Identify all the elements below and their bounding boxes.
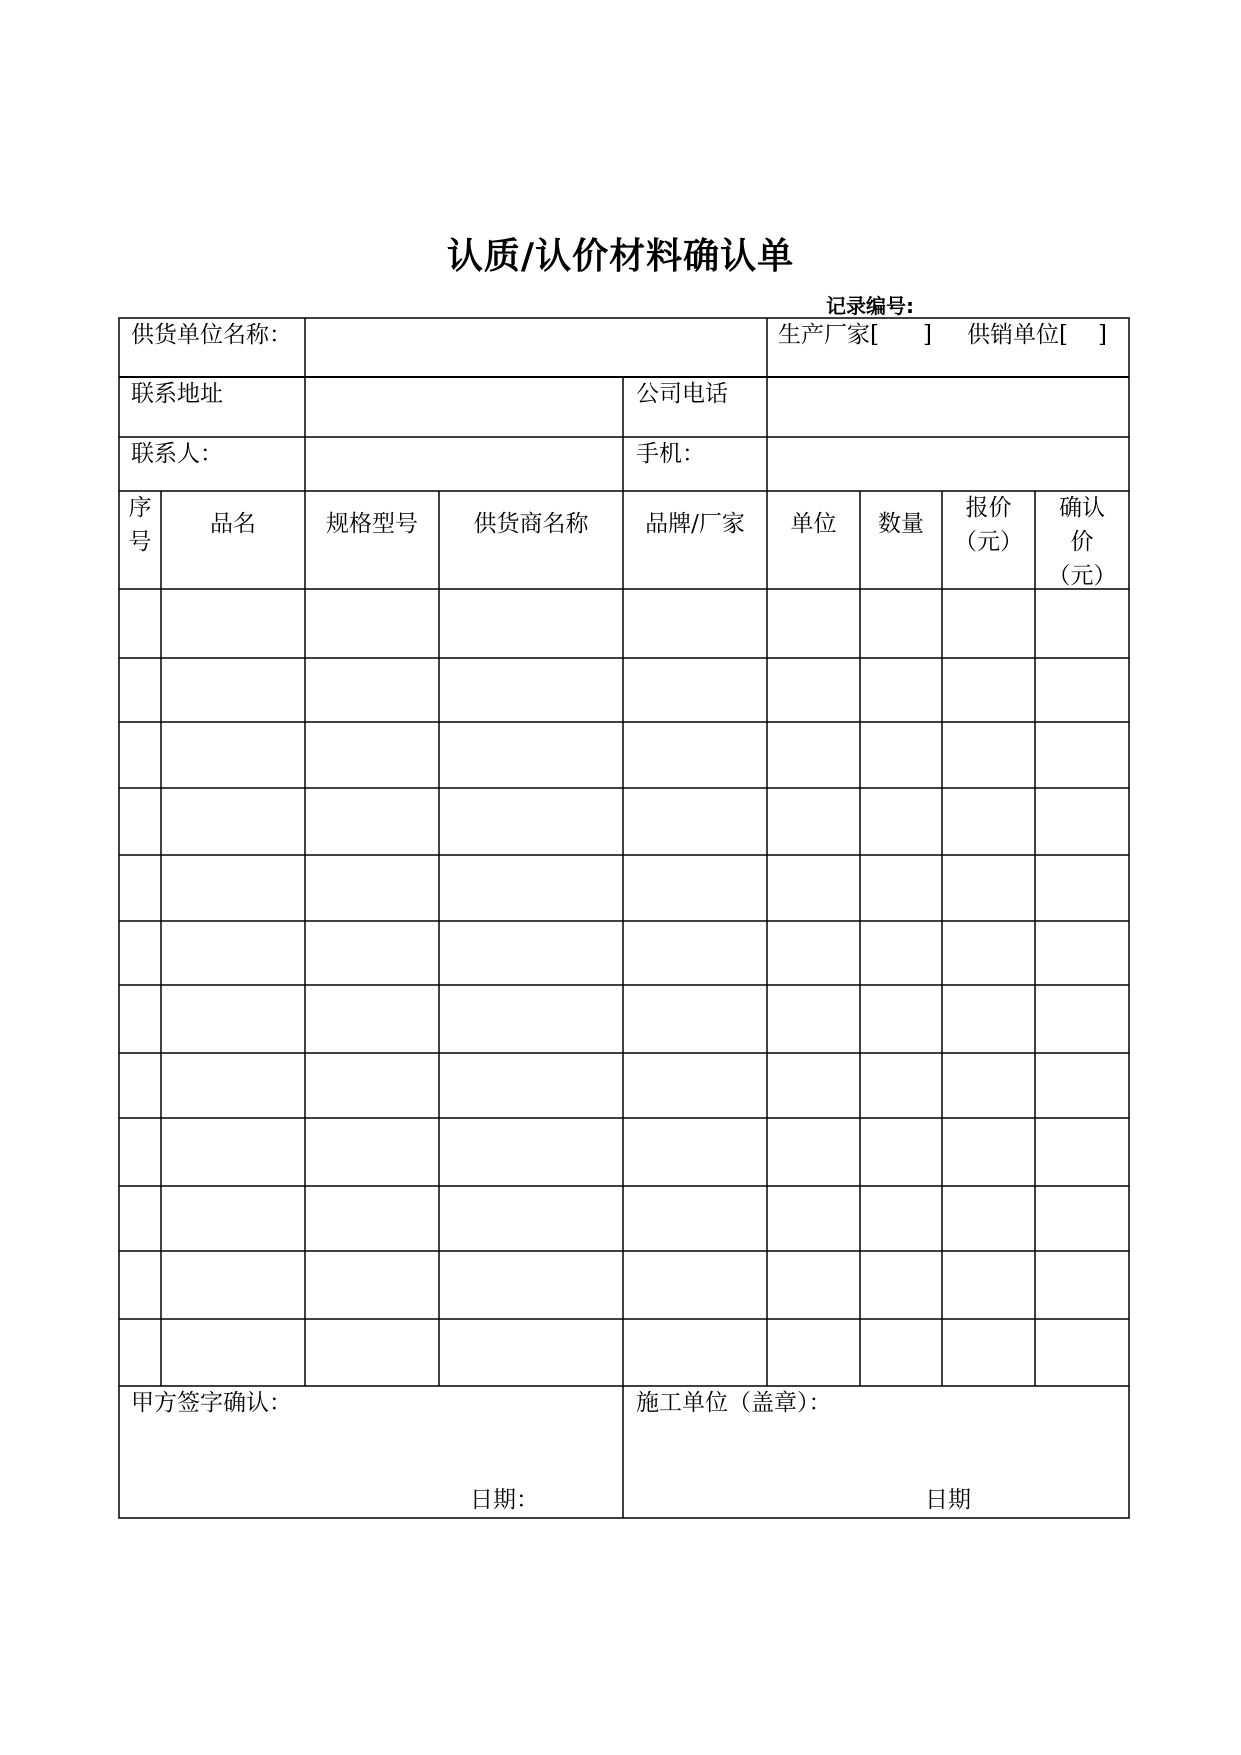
column-header-quote: 报价 （元） bbox=[954, 495, 1023, 555]
column-header-supplier: 供货商名称 bbox=[473, 511, 589, 537]
contractor-date-label: 日期 bbox=[925, 1487, 971, 1513]
column-header-unit: 单位 bbox=[790, 511, 837, 537]
mobile-label: 手机： bbox=[636, 441, 705, 467]
manufacturer-checkbox[interactable] bbox=[778, 318, 932, 352]
manufacturer-bracket-close: ] bbox=[922, 322, 932, 348]
company-phone-label: 公司电话 bbox=[636, 381, 728, 407]
record-number-label: 记录编号: bbox=[826, 294, 914, 318]
column-header-confirmed-price: 确认 价 （元） bbox=[1047, 495, 1117, 589]
column-header-spec: 规格型号 bbox=[326, 511, 418, 537]
address-label: 联系地址 bbox=[131, 381, 223, 407]
contractor-seal-label: 施工单位（盖章）： bbox=[636, 1390, 832, 1416]
column-header-quantity: 数量 bbox=[878, 511, 924, 537]
party-a-date-label: 日期： bbox=[470, 1487, 539, 1513]
form-title: 认质/认价材料确认单 bbox=[446, 236, 795, 277]
distributor-label: 供销单位[ bbox=[967, 322, 1068, 348]
contact-person-label: 联系人： bbox=[131, 441, 223, 467]
column-header-name: 品名 bbox=[210, 511, 256, 537]
distributor-checkbox[interactable] bbox=[967, 318, 1107, 352]
column-header-seq: 序 号 bbox=[128, 495, 152, 555]
distributor-bracket-close: ] bbox=[1097, 322, 1107, 348]
manufacturer-label: 生产厂家[ bbox=[778, 322, 879, 348]
supplier-name-label: 供货单位名称： bbox=[131, 322, 292, 348]
column-header-brand: 品牌/厂家 bbox=[645, 511, 745, 537]
party-a-signature-label: 甲方签字确认： bbox=[131, 1390, 292, 1416]
